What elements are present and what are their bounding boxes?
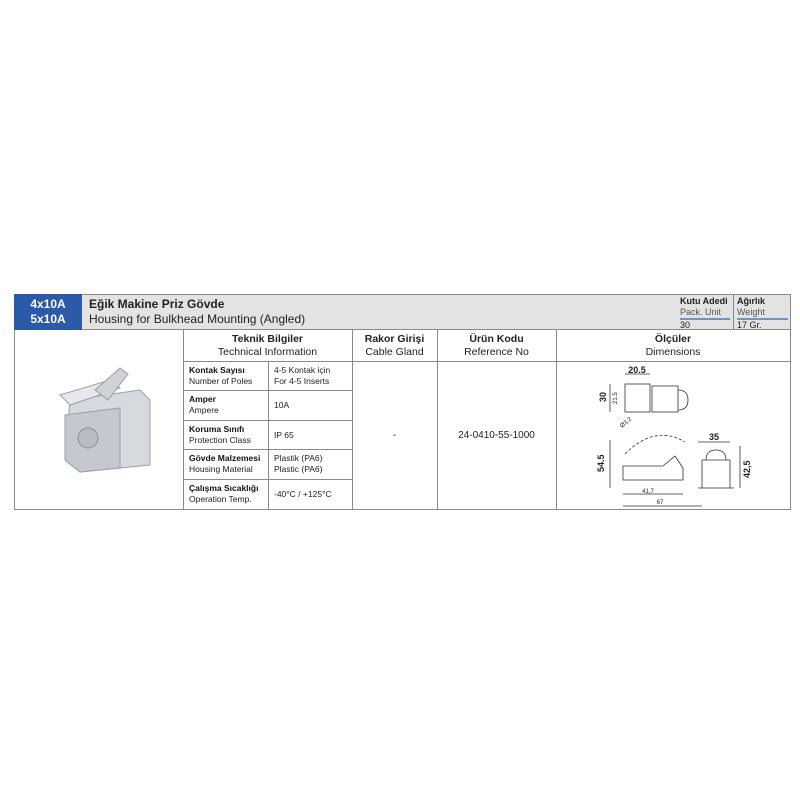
col-gland-tr: Rakor Girişi bbox=[364, 333, 425, 345]
code-5x10a: 5x10A bbox=[30, 312, 66, 326]
divider bbox=[183, 390, 352, 391]
spec-value: -40°C / +125°C bbox=[274, 489, 332, 499]
spec-label bbox=[189, 424, 251, 446]
spec-value-line: 4-5 Kontak için bbox=[274, 365, 331, 375]
col-dims-en: Dimensions bbox=[645, 346, 701, 358]
pack-unit-label-tr: Kutu Adedi bbox=[680, 296, 728, 306]
side-view-body bbox=[623, 456, 683, 480]
product-title bbox=[89, 297, 305, 327]
col-dims bbox=[556, 333, 790, 359]
spec-value bbox=[274, 365, 330, 387]
dim-front-width: 35 bbox=[708, 432, 720, 442]
col-ref-tr: Ürün Kodu bbox=[469, 333, 524, 345]
col-technical bbox=[183, 333, 352, 359]
spec-tr: Amper bbox=[189, 394, 216, 404]
front-view bbox=[698, 450, 734, 488]
dimension-drawing bbox=[580, 362, 770, 510]
spec-en: Operation Temp. bbox=[189, 494, 252, 504]
dim-top-width: 20.5 bbox=[628, 365, 646, 375]
divider bbox=[183, 420, 352, 421]
divider bbox=[183, 449, 352, 450]
pack-unit-label-en: Pack. Unit bbox=[680, 307, 722, 317]
spec-label bbox=[189, 453, 260, 475]
spec-label bbox=[189, 394, 219, 416]
spec-en: Number of Poles bbox=[189, 376, 253, 386]
weight-label-en: Weight bbox=[737, 307, 765, 317]
product-image bbox=[40, 360, 170, 480]
col-technical-tr: Teknik Bilgiler bbox=[232, 333, 303, 345]
dim-inner-height: 21.5 bbox=[613, 392, 619, 404]
dim-hole: Ø3.2 bbox=[619, 416, 634, 430]
title-tr: Eğik Makine Priz Gövde bbox=[89, 297, 225, 311]
spec-label bbox=[189, 365, 252, 387]
divider bbox=[268, 361, 269, 510]
spec-en: Housing Material bbox=[189, 464, 253, 474]
dim-top-height: 30 bbox=[598, 391, 608, 402]
cable-gland-value: - bbox=[392, 430, 397, 441]
spec-en: Protection Class bbox=[189, 435, 251, 445]
col-dims-tr: Ölçüler bbox=[654, 333, 692, 345]
top-view-cap bbox=[678, 390, 688, 410]
spec-value: IP 65 bbox=[274, 430, 294, 440]
col-ref bbox=[437, 333, 556, 359]
spec-value-line: For 4-5 Inserts bbox=[274, 376, 330, 386]
col-technical-en: Technical Information bbox=[217, 346, 318, 358]
divider bbox=[183, 479, 352, 480]
spec-value-line: Plastik (PA6) bbox=[274, 453, 323, 463]
spec-tr: Çalışma Sıcaklığı bbox=[189, 483, 259, 493]
reference-no: 24-0410-55-1000 bbox=[458, 430, 535, 441]
code-4x10a: 4x10A bbox=[30, 297, 66, 311]
spec-value-line: Plastic (PA6) bbox=[274, 464, 323, 474]
dim-side-inner: 41,7 bbox=[642, 489, 654, 495]
col-gland bbox=[352, 333, 437, 359]
weight-label-tr: Ağırlık bbox=[737, 296, 766, 306]
dim-side-total: 67 bbox=[656, 500, 664, 506]
dim-front-height: 42,5 bbox=[742, 460, 752, 478]
col-gland-en: Cable Gland bbox=[365, 346, 424, 358]
spec-tr: Kontak Sayısı bbox=[189, 365, 245, 375]
pack-unit-value: 30 bbox=[680, 320, 691, 330]
top-view-latch bbox=[652, 386, 678, 412]
spec-value bbox=[274, 453, 323, 475]
variant-codes bbox=[14, 294, 82, 330]
spec-label bbox=[189, 483, 258, 505]
top-view-body bbox=[625, 384, 650, 412]
title-en: Housing for Bulkhead Mounting (Angled) bbox=[89, 312, 306, 326]
dim-side-height: 54.5 bbox=[596, 454, 606, 472]
spec-value: 10A bbox=[274, 400, 290, 410]
spec-tr: Koruma Sınıfı bbox=[189, 424, 245, 434]
spec-en: Ampere bbox=[189, 405, 219, 415]
pack-unit bbox=[677, 294, 733, 330]
weight-value: 17 Gr. bbox=[737, 320, 762, 330]
spec-tr: Gövde Malzemesi bbox=[189, 453, 261, 463]
weight bbox=[734, 294, 791, 330]
col-ref-en: Reference No bbox=[464, 346, 529, 358]
